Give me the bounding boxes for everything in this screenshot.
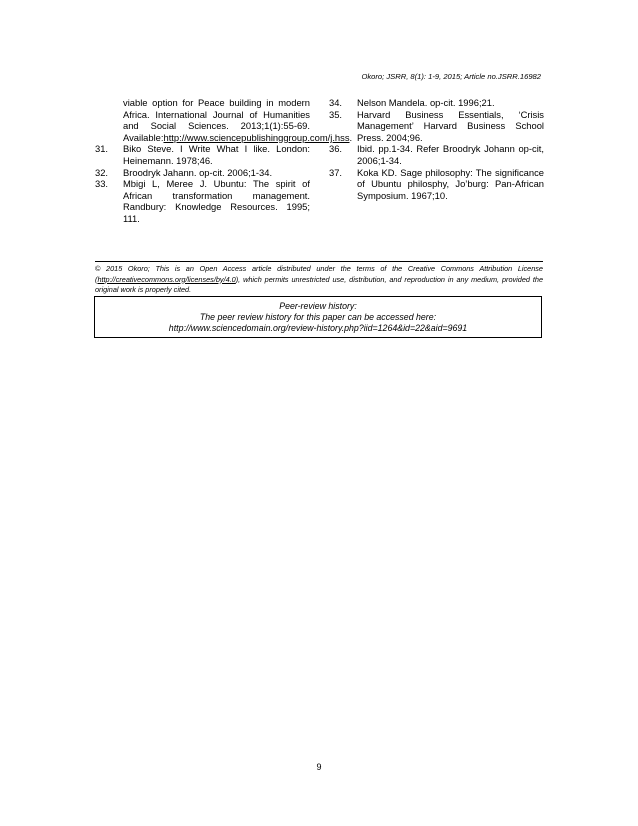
reference-35 bbox=[329, 109, 544, 144]
reference-number: 35. bbox=[329, 108, 343, 120]
peer-review-title: Peer-review history: bbox=[279, 301, 357, 311]
reference-number: 36. bbox=[329, 143, 343, 155]
reference-number: 32. bbox=[95, 166, 109, 178]
license-text-prefix: © 2015 Okoro; This is an Open Access article distributed under the terms of the Creative Commons Attribution License ( bbox=[95, 264, 543, 284]
references-right-column bbox=[329, 97, 544, 201]
reference-32 bbox=[95, 167, 310, 179]
reference-number: 34. bbox=[329, 97, 343, 108]
reference-link-suffix: . bbox=[349, 131, 353, 143]
peer-review-link[interactable]: http://www.sciencedomain.org/review-history.php?iid=1264&id=22&aid=9691 bbox=[168, 322, 468, 333]
reference-text: Broodryk Jahann. op-cit. 2006;1-34. bbox=[123, 166, 273, 178]
reference-37 bbox=[329, 167, 544, 202]
reference-link[interactable]: http://www.sciencepublishinggroup.com/j.hss bbox=[163, 131, 350, 143]
reference-33 bbox=[95, 178, 310, 224]
peer-review-text: The peer review history for this paper can be accessed here: bbox=[199, 311, 437, 322]
reference-text: Mbigi L, Meree J. Ubuntu: The spirit of African transformation management. Randbury: Knowledge Resources. 1995; 111. bbox=[123, 178, 310, 224]
license-text-suffix: ), which permits unrestricted use, distribution, and reproduction in any medium, provided the original work is properly cited. bbox=[95, 274, 543, 295]
reference-number: 33. bbox=[95, 178, 109, 190]
reference-36 bbox=[329, 143, 544, 166]
running-header: Okoro; JSRR, 8(1): 1-9, 2015; Article no.JSRR.16982 bbox=[361, 72, 541, 81]
license-link[interactable]: http://creativecommons.org/licenses/by/4.0 bbox=[97, 274, 236, 284]
reference-number: 31. bbox=[95, 143, 109, 155]
peer-review-box bbox=[94, 296, 542, 338]
reference-31 bbox=[95, 143, 310, 166]
reference-number: 37. bbox=[329, 166, 343, 178]
reference-text: Biko Steve. I Write What I like. London: Heinemann. 1978;46. bbox=[123, 143, 310, 166]
reference-columns bbox=[95, 97, 543, 247]
reference-text: Nelson Mandela. op-cit. 1996;21. bbox=[357, 97, 495, 108]
reference-34 bbox=[329, 97, 544, 109]
license-divider bbox=[95, 261, 543, 262]
reference-text: viable option for Peace building in modern Africa. International Journal of Humanities and Social Sciences. 2013;1(1):55-69. Available: bbox=[123, 97, 310, 143]
license-notice bbox=[95, 264, 543, 296]
reference-text: Koka KD. Sage philosophy: The significance of Ubuntu philosphy, Jo’burg: Pan-African Symposium. 1967;10. bbox=[357, 166, 544, 201]
reference-text: Harvard Business Essentials, ‘Crisis Management’ Harvard Business School Press. 2004;96. bbox=[357, 108, 544, 143]
page-number: 9 bbox=[316, 762, 322, 772]
reference-text: Ibid. pp.1-34. Refer Broodryk Johann op-cit, 2006;1-34. bbox=[357, 143, 544, 166]
